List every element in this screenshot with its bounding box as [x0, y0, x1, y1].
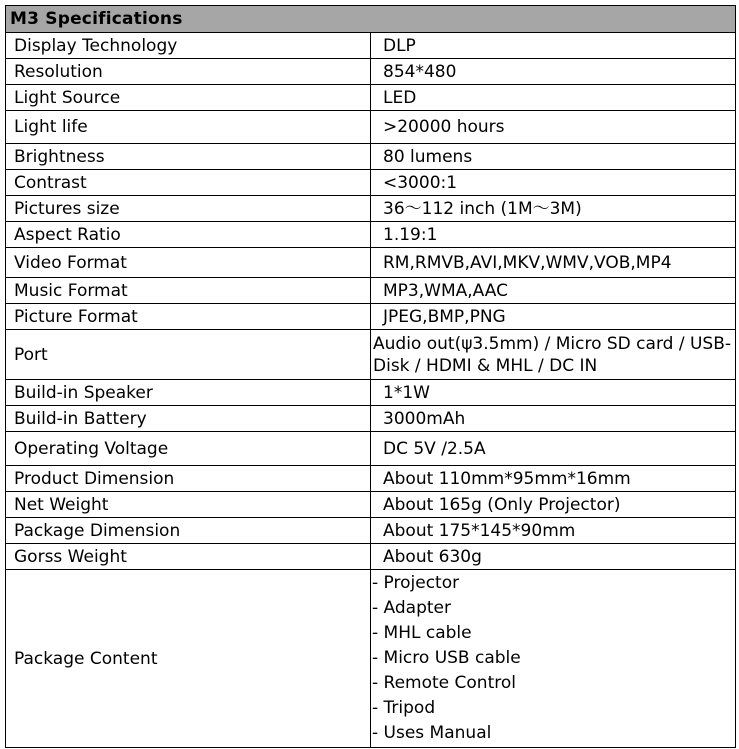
spec-value: About 175*145*90mm [371, 518, 736, 544]
table-row [6, 144, 736, 170]
table-row [6, 380, 736, 406]
specifications-table [5, 5, 736, 748]
table-row [6, 544, 736, 570]
table-row [6, 85, 736, 111]
list-item: - Tripod [372, 698, 436, 718]
package-content-row [6, 570, 736, 748]
spec-label: Build-in Speaker [6, 380, 371, 406]
spec-label: Picture Format [6, 304, 371, 330]
spec-label: Light Source [6, 85, 371, 111]
table-row [6, 33, 736, 59]
spec-value: DC 5V /2.5A [371, 432, 736, 466]
spec-label: Light life [6, 111, 371, 144]
spec-label: Brightness [6, 144, 371, 170]
spec-value: LED [371, 85, 736, 111]
table-row [6, 432, 736, 466]
spec-value: DLP [371, 33, 736, 59]
spec-label: Port [6, 330, 371, 380]
table-row [6, 406, 736, 432]
spec-value: 1*1W [371, 380, 736, 406]
spec-value: About 110mm*95mm*16mm [371, 466, 736, 492]
table-row [6, 304, 736, 330]
spec-label: Display Technology [6, 33, 371, 59]
spec-label: Product Dimension [6, 466, 371, 492]
table-title: M3 Specifications [6, 6, 736, 33]
list-item: - Remote Control [372, 673, 516, 693]
table-row [6, 170, 736, 196]
table-row [6, 518, 736, 544]
table-row [6, 248, 736, 278]
spec-value: <3000:1 [371, 170, 736, 196]
table-row [6, 278, 736, 304]
spec-value: About 165g (Only Projector) [371, 492, 736, 518]
spec-value: JPEG,BMP,PNG [371, 304, 736, 330]
spec-label: Gorss Weight [6, 544, 371, 570]
spec-label: Music Format [6, 278, 371, 304]
table-row [6, 330, 736, 380]
list-item: - Micro USB cable [372, 648, 521, 668]
spec-value: Audio out(ψ3.5mm) / Micro SD card / USB-Disk / HDMI & MHL / DC IN [371, 330, 736, 380]
spec-label: Video Format [6, 248, 371, 278]
table-row [6, 59, 736, 85]
spec-value: MP3,WMA,AAC [371, 278, 736, 304]
package-content-list [371, 570, 736, 748]
spec-label: Build-in Battery [6, 406, 371, 432]
table-row [6, 111, 736, 144]
table-row [6, 492, 736, 518]
table-row [6, 196, 736, 222]
spec-label: Resolution [6, 59, 371, 85]
spec-label: Net Weight [6, 492, 371, 518]
spec-value: 36～112 inch (1M～3M) [371, 196, 736, 222]
list-item: - MHL cable [372, 623, 472, 643]
spec-value: 1.19:1 [371, 222, 736, 248]
list-item: - Projector [372, 573, 460, 593]
table-row [6, 466, 736, 492]
spec-value: 854*480 [371, 59, 736, 85]
spec-value: 80 lumens [371, 144, 736, 170]
spec-value: >20000 hours [371, 111, 736, 144]
table-row [6, 222, 736, 248]
list-item: - Adapter [372, 598, 451, 618]
spec-label: Contrast [6, 170, 371, 196]
spec-label: Pictures size [6, 196, 371, 222]
spec-value: 3000mAh [371, 406, 736, 432]
spec-label: Aspect Ratio [6, 222, 371, 248]
spec-value: RM,RMVB,AVI,MKV,WMV,VOB,MP4 [371, 248, 736, 278]
spec-value: About 630g [371, 544, 736, 570]
package-content-label: Package Content [6, 570, 371, 748]
list-item: - Uses Manual [372, 723, 492, 743]
title-row [6, 6, 736, 33]
spec-label: Operating Voltage [6, 432, 371, 466]
spec-label: Package Dimension [6, 518, 371, 544]
